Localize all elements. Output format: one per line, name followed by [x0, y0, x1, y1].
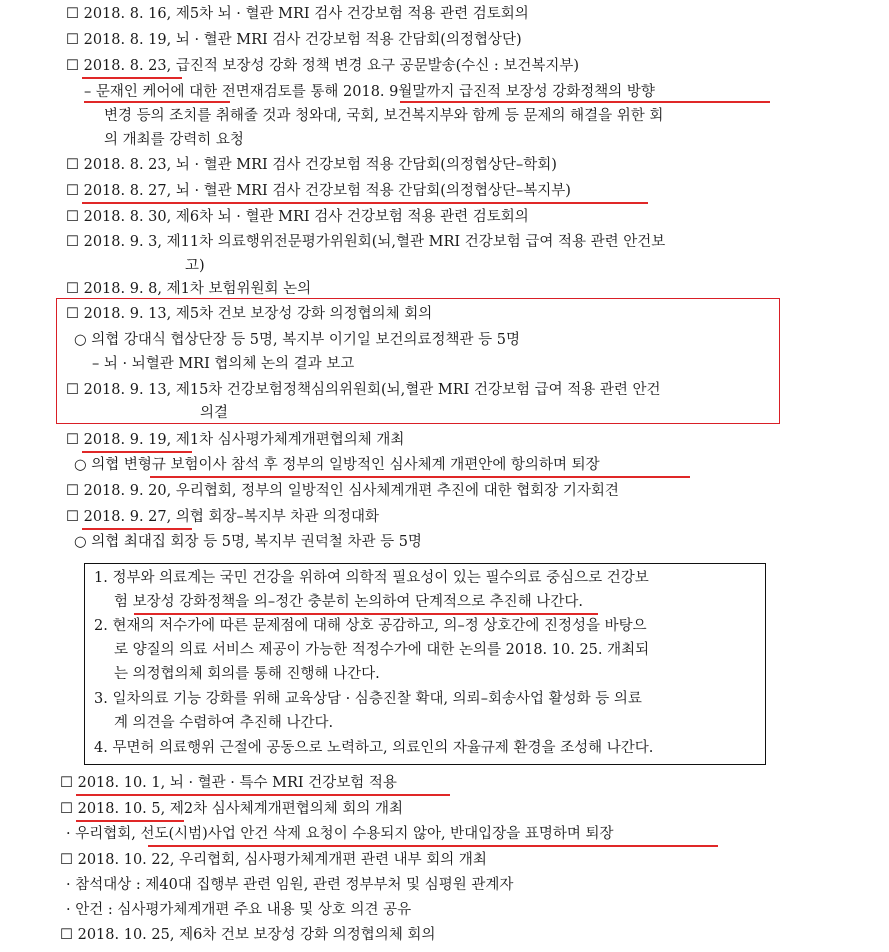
red-underline [84, 101, 230, 103]
agreement-item: 로 양질의 의료 서비스 제공이 가능한 적정수가에 대한 논의를 2018. 10. 25. 개최되 [114, 642, 650, 658]
red-underline [76, 820, 184, 822]
red-underline [82, 202, 648, 204]
entry-line: ☐ 2018. 10. 25, 제6차 건보 보장성 강화 의정협의체 회의 [60, 927, 436, 943]
red-underline [148, 845, 718, 847]
sub-line: · 우리협회, 선도(시범)사업 안건 삭제 요청이 수용되지 않아, 반대입장을 표명하며 퇴장 [66, 826, 614, 842]
entry-line: ☐ 2018. 10. 22, 우리협회, 심사평가체계개편 관련 내부 회의 개최 [60, 852, 487, 868]
entry-line: ☐ 2018. 8. 30, 제6차 뇌 · 혈관 MRI 검사 건강보험 적용 관련 검토회의 [66, 209, 529, 225]
agreement-item: 2. 현재의 저수가에 따른 문제점에 대해 상호 공감하고, 의–정 상호간에 진정성을 바탕으 [94, 618, 647, 634]
sub-line: ○ 의협 강대식 협상단장 등 5명, 복지부 이기일 보건의료정책관 등 5명 [74, 332, 520, 348]
entry-line: ☐ 2018. 9. 19, 제1차 심사평가체계개편협의체 개최 [66, 432, 405, 448]
agreement-item: 계 의견을 수렴하여 추진해 나간다. [114, 715, 334, 731]
red-underline [400, 101, 770, 103]
entry-line: ☐ 2018. 8. 23, 뇌 · 혈관 MRI 검사 건강보험 적용 간담회(의정협상단–학회) [66, 157, 557, 173]
sub-line: – 뇌 · 뇌혈관 MRI 협의체 논의 결과 보고 [92, 356, 355, 372]
entry-line: ☐ 2018. 9. 13, 제5차 건보 보장성 강화 의정협의체 회의 [66, 306, 433, 322]
entry-line: 의결 [200, 405, 229, 421]
sub-line: ○ 의협 변형규 보험이사 참석 후 정부의 일방적인 심사체계 개편안에 항의하며 퇴장 [74, 457, 600, 473]
entry-line: ☐ 2018. 8. 27, 뇌 · 혈관 MRI 검사 건강보험 적용 간담회(의정협상단–복지부) [66, 183, 571, 199]
red-underline [150, 476, 690, 478]
red-underline [82, 451, 192, 453]
entry-line: ☐ 2018. 8. 19, 뇌 · 혈관 MRI 검사 건강보험 적용 간담회(의정협상단) [66, 32, 522, 48]
entry-line: ☐ 2018. 9. 20, 우리협회, 정부의 일방적인 심사체계개편 추진에 대한 협회장 기자회견 [66, 483, 619, 499]
entry-line: ☐ 2018. 9. 8, 제1차 보험위원회 논의 [66, 281, 312, 297]
entry-line: ☐ 2018. 8. 23, 급진적 보장성 강화 정책 변경 요구 공문발송(수신 : 보건복지부) [66, 58, 580, 74]
sub-line: – 문재인 케어에 대한 전면재검토를 통해 2018. 9월말까지 급진적 보장성 강화정책의 방향 [84, 84, 655, 100]
agreement-item: 4. 무면허 의료행위 근절에 공동으로 노력하고, 의료인의 자율규제 환경을 조성해 나간다. [94, 740, 654, 756]
red-underline [82, 77, 182, 79]
entry-line: ☐ 2018. 9. 13, 제15차 건강보험정책심의위원회(뇌,혈관 MRI 건강보험 급여 적용 관련 안건 [66, 382, 661, 398]
sub-line: · 참석대상 : 제40대 집행부 관련 임원, 관련 정부부처 및 심평원 관계자 [66, 877, 514, 893]
agreement-item: 1. 정부와 의료계는 국민 건강을 위하여 의학적 필요성이 있는 필수의료 중심으로 건강보 [94, 570, 649, 586]
sub-line: 변경 등의 조치를 취해줄 것과 청와대, 국회, 보건복지부와 함께 등 문제의 해결을 위한 회 [104, 108, 664, 124]
red-underline [134, 613, 598, 615]
entry-line: ☐ 2018. 8. 16, 제5차 뇌 · 혈관 MRI 검사 건강보험 적용 관련 검토회의 [66, 6, 529, 22]
entry-line: ☐ 2018. 10. 5, 제2차 심사체계개편협의체 회의 개최 [60, 801, 403, 817]
red-underline [82, 528, 192, 530]
entry-line: ☐ 2018. 10. 1, 뇌 · 혈관 · 특수 MRI 건강보험 적용 [60, 775, 397, 791]
agreement-item: 는 의정협의체 회의를 통해 진행해 나간다. [114, 666, 380, 682]
entry-line: ☐ 2018. 9. 3, 제11차 의료행위전문평가위원회(뇌,혈관 MRI 건강보험 급여 적용 관련 안건보 [66, 234, 666, 250]
agreement-item: 3. 일차의료 기능 강화를 위해 교육상담 · 심층진찰 확대, 의뢰–회송사업 활성화 등 의료 [94, 691, 642, 707]
sub-line: ○ 의협 최대집 회장 등 5명, 복지부 권덕철 차관 등 5명 [74, 534, 422, 550]
red-underline [76, 794, 450, 796]
entry-line: 고) [185, 258, 205, 274]
entry-line: ☐ 2018. 9. 27, 의협 회장–복지부 차관 의정대화 [66, 509, 380, 525]
sub-line: · 안건 : 심사평가체계개편 주요 내용 및 상호 의견 공유 [66, 902, 412, 918]
agreement-item: 험 보장성 강화정책을 의–정간 충분히 논의하여 단계적으로 추진해 나간다. [114, 594, 583, 610]
sub-line: 의 개최를 강력히 요청 [104, 132, 244, 148]
